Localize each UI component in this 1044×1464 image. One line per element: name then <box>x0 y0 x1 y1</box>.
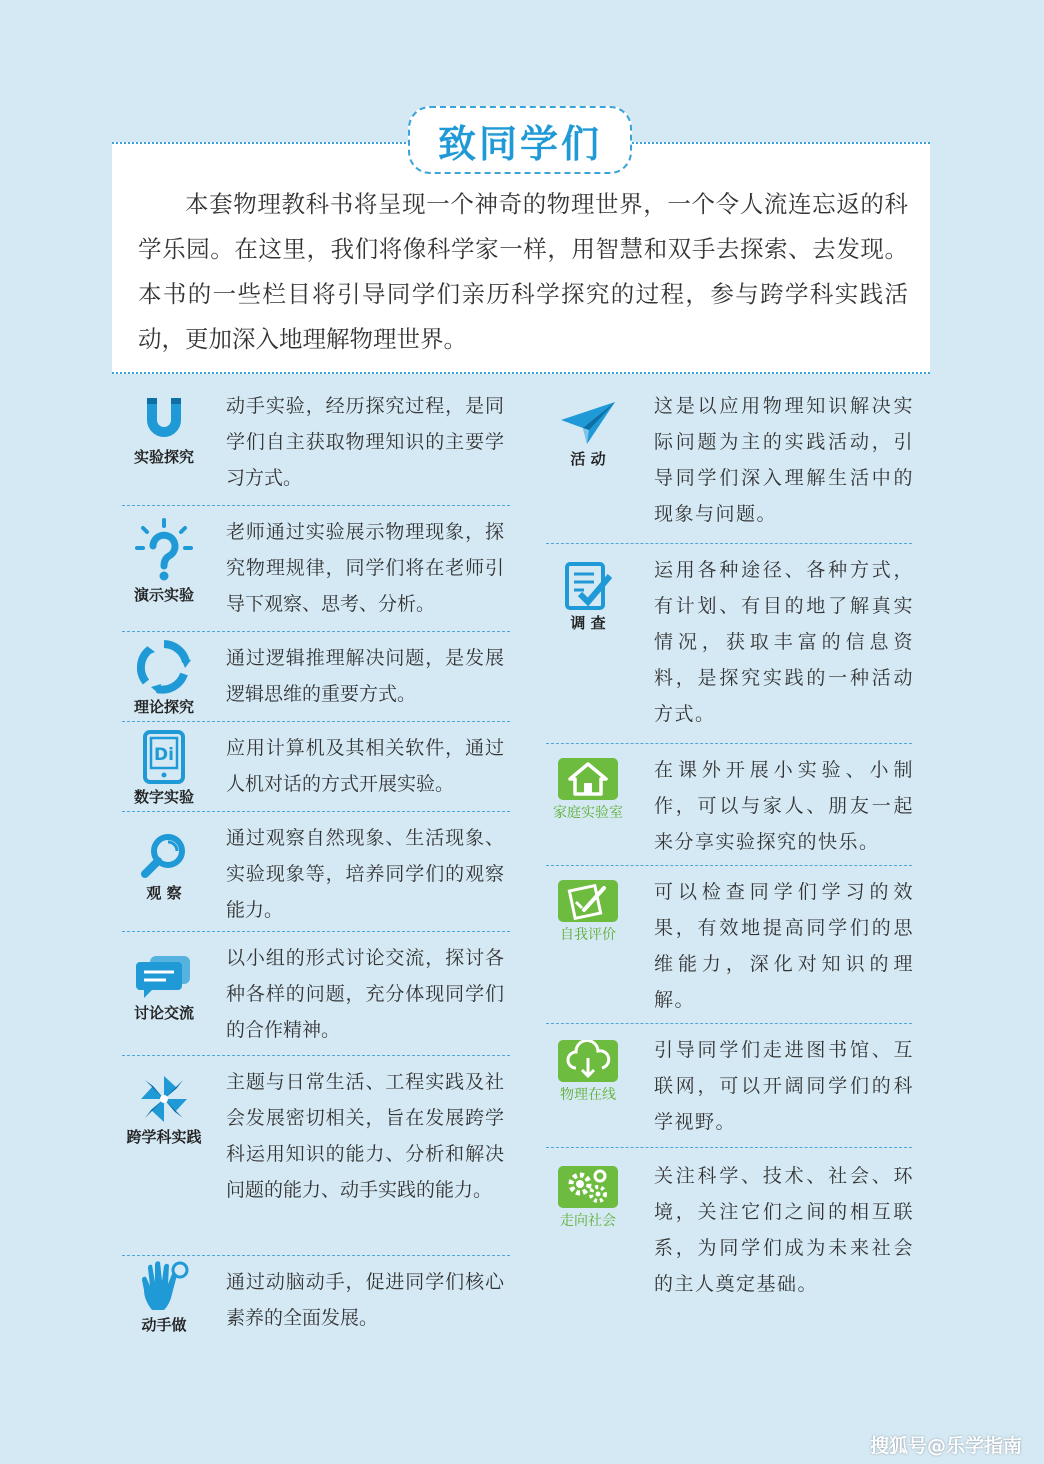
clipboard-check-icon <box>564 560 612 610</box>
feature-description: 关注科学、技术、社会、环境，关注它们之间的相互联系，为同学们成为未来社会的主人奠定基础。 <box>654 1165 914 1295</box>
feature-item-demo <box>122 514 510 632</box>
feature-description: 应用计算机及其相关软件，通过人机对话的方式开展实验。 <box>226 737 504 795</box>
tablet-icon <box>142 730 186 784</box>
hand-icon <box>138 1260 190 1312</box>
feature-item-theory <box>122 640 510 722</box>
feature-description: 在课外开展小实验、小制作，可以与家人、朋友一起来分享实验探究的快乐。 <box>654 759 914 853</box>
feature-label: 调 查 <box>570 614 606 632</box>
feature-description: 引导同学们走进图书馆、互联网，可以开阔同学们的科学视野。 <box>654 1039 914 1133</box>
watermark: 搜狐号@乐学指南 <box>869 1435 1022 1457</box>
feature-label: 动手做 <box>141 1316 187 1334</box>
feature-item-handson <box>122 1264 510 1344</box>
feature-label: 物理在线 <box>560 1087 616 1103</box>
paper-plane-icon <box>559 400 617 446</box>
feature-item-home-lab <box>546 752 912 866</box>
cloud-download-icon <box>558 1040 618 1082</box>
feature-label: 理论探究 <box>133 698 194 716</box>
feature-item-self-assessment <box>546 874 912 1024</box>
feature-description: 动手实验，经历探究过程，是同学们自主获取物理知识的主要学习方式。 <box>226 395 504 489</box>
feature-description: 这是以应用物理知识解决实际问题为主的实践活动，引导同学们深入理解生活中的现象与问题。 <box>654 395 914 525</box>
feature-item-society <box>546 1158 912 1308</box>
feature-description: 通过观察自然现象、生活现象、实验现象等，培养同学们的观察能力。 <box>226 827 504 921</box>
feature-description: 以小组的形式讨论交流，探讨各种各样的问题，充分体现同学们的合作精神。 <box>226 947 504 1041</box>
feature-label: 跨学科实践 <box>126 1128 202 1146</box>
cycle-icon <box>137 640 191 694</box>
feature-description: 主题与日常生活、工程实践及社会发展密切相关，旨在发展跨学科运用知识的能力、分析和解决问题的能力、动手实践的能力。 <box>226 1071 504 1201</box>
feature-label: 活 动 <box>570 450 606 468</box>
feature-item-physics-online <box>546 1032 912 1148</box>
intro-paragraph: 本套物理教科书将呈现一个神奇的物理世界，一个令人流连忘返的科学乐园。在这里，我们将像科学家一样，用智慧和双手去探索、去发现。本书的一些栏目将引导同学们亲历科学探究的过程，参与跨学科实践活动，更加深入地理解物理世界。 <box>138 190 908 353</box>
feature-label: 演示实验 <box>133 586 194 604</box>
bulb-question-icon <box>133 518 195 582</box>
feature-label: 讨论交流 <box>133 1004 194 1022</box>
pinwheel-icon <box>139 1074 189 1124</box>
feature-item-experiment <box>122 388 510 506</box>
feature-item-digital <box>122 730 510 812</box>
feature-label: 数字实验 <box>133 788 194 806</box>
house-icon <box>558 758 618 800</box>
feature-label: 观 察 <box>146 884 182 902</box>
title-badge <box>408 106 632 174</box>
magnifier-icon <box>139 832 189 880</box>
gears-icon <box>558 1166 618 1208</box>
feature-label: 实验探究 <box>133 448 194 466</box>
feature-description: 通过逻辑推理解决问题，是发展逻辑思维的重要方式。 <box>226 647 504 705</box>
feature-label: 家庭实验室 <box>553 805 623 821</box>
feature-label: 自我评价 <box>560 927 616 943</box>
feature-item-activity <box>546 388 912 544</box>
feature-description: 可以检查同学们学习的效果，有效地提高同学们的思维能力，深化对知识的理解。 <box>654 881 914 1011</box>
chat-icon <box>136 954 192 1000</box>
page-title: 致同学们 <box>437 121 602 166</box>
feature-item-interdisciplinary <box>122 1064 510 1256</box>
feature-item-discussion <box>122 940 510 1056</box>
magnet-icon <box>139 394 189 444</box>
svg-text:Di: Di <box>154 745 174 765</box>
feature-description: 运用各种途径、各种方式，有计划、有目的地了解真实情况，获取丰富的信息资料，是探究实践的一种活动方式。 <box>654 559 914 725</box>
feature-description: 老师通过实验展示物理现象，探究物理规律，同学们将在老师引导下观察、思考、分析。 <box>226 521 504 615</box>
pencil-note-icon <box>558 880 618 922</box>
feature-item-survey <box>546 552 912 744</box>
feature-description: 通过动脑动手，促进同学们核心素养的全面发展。 <box>226 1271 504 1329</box>
feature-item-observe <box>122 820 510 932</box>
feature-label: 走向社会 <box>560 1213 616 1229</box>
